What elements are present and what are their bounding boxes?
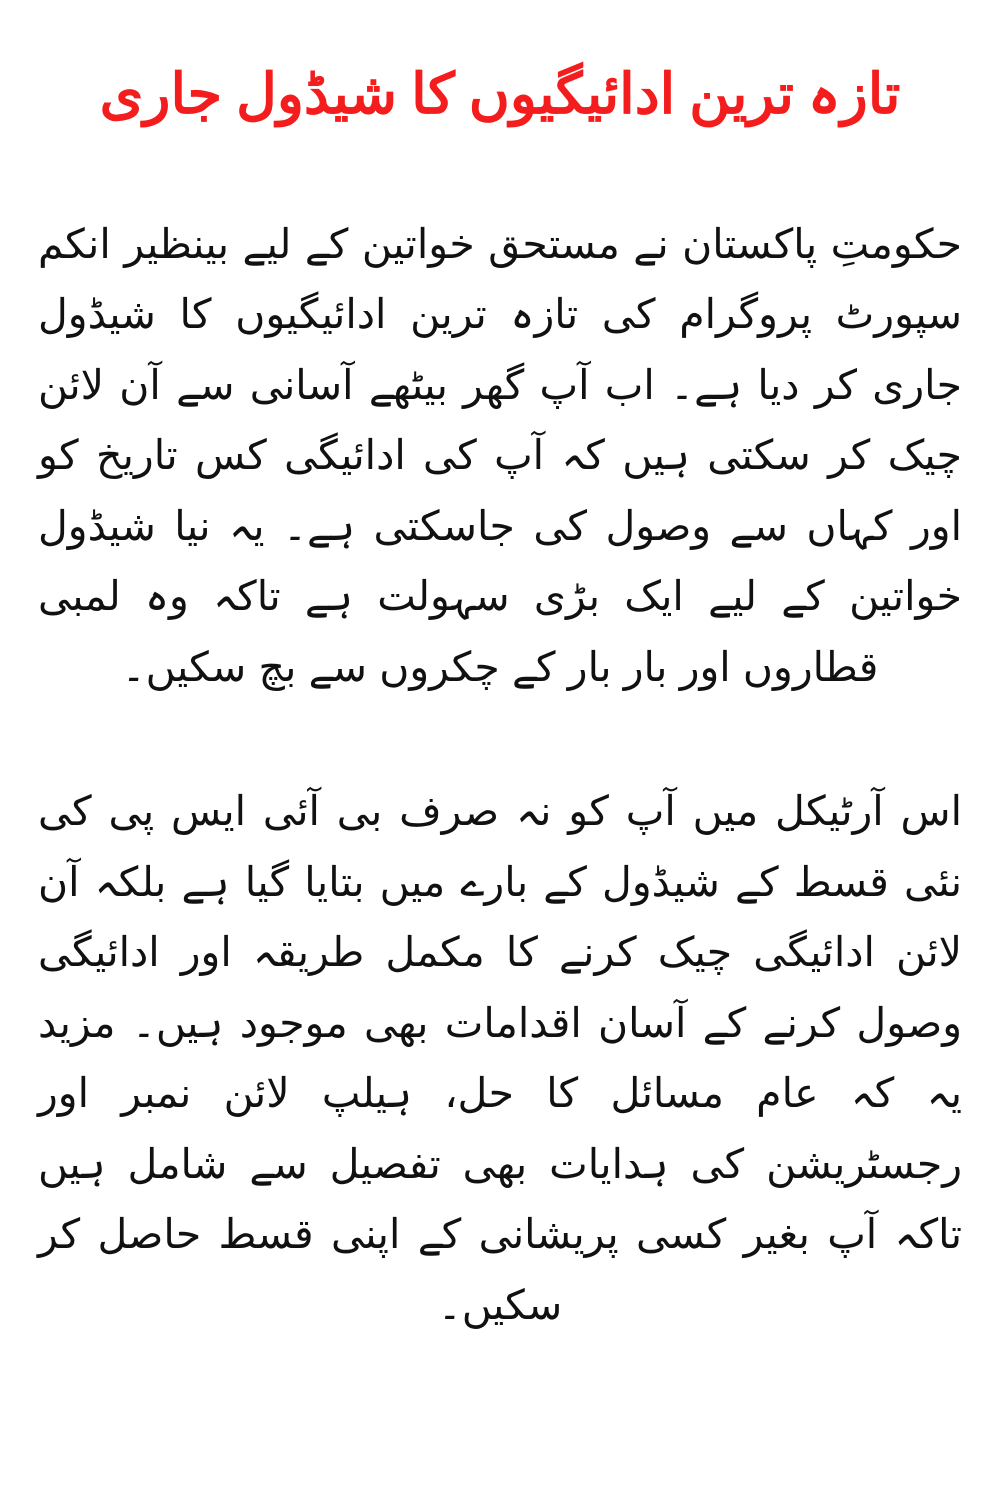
page-title: تازہ ترین ادائیگیوں کا شیڈول جاری: [99, 64, 901, 126]
paragraph-1: حکومتِ پاکستان نے مستحق خواتین کے لیے بینظیر انکم سپورٹ پروگرام کی تازہ ترین ادائیگیوں کا شیڈول جاری کر دیا ہے۔ اب آپ گھر بیٹھے آسانی سے آن لائن چیک کر سکتی ہیں کہ آپ کی ادائیگی کس تاریخ کو اور کہاں سے وصول کی جاسکتی ہے۔ یہ نیا شیڈول خواتین کے لیے ایک بڑی سہولت ہے تاکہ وہ لمبی قطاروں اور بار بار کے چکروں سے بچ سکیں۔: [38, 220, 962, 690]
article-body: [38, 168, 962, 1382]
paragraph-2: اس آرٹیکل میں آپ کو نہ صرف بی آئی ایس پی کی نئی قسط کے شیڈول کے بارے میں بتایا گیا ہے بلکہ آن لائن ادائیگی چیک کرنے کا مکمل طریقہ اور ادائیگی وصول کرنے کے آسان اقدامات بھی موجود ہیں۔ مزید یہ کہ عام مسائل کا حل، ہیلپ لائن نمبر اور رجسٹریشن کی ہدایات بھی تفصیل سے شامل ہیں تاکہ آپ بغیر کسی پریشانی کے اپنی قسط حاصل کر سکیں۔: [38, 788, 962, 1328]
